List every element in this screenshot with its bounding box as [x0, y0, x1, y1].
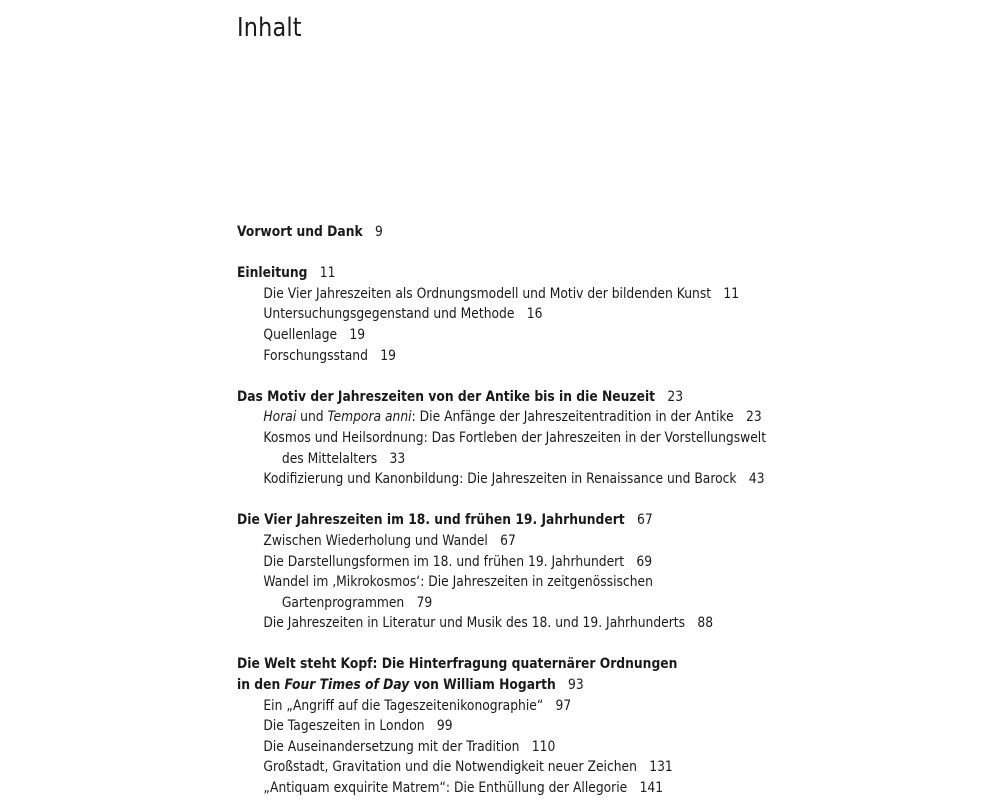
toc-page-number: 88	[697, 615, 714, 632]
toc-entry	[237, 325, 730, 346]
toc-page-number: 23	[745, 409, 762, 426]
toc-page-number: 69	[636, 553, 653, 570]
toc-entry	[237, 428, 767, 449]
toc-entry-label: Zwischen Wiederholung und Wandel	[263, 532, 488, 549]
toc-entry	[237, 737, 730, 758]
toc-entry-continuation	[237, 593, 730, 614]
toc-entry	[237, 716, 730, 737]
toc-chapter-italic: Four Times of Day	[284, 677, 410, 694]
toc-entry-label: Gartenprogrammen	[281, 594, 405, 611]
toc-page-number: 67	[636, 512, 653, 529]
toc-page-number: 93	[568, 677, 584, 694]
toc-entry	[237, 757, 730, 778]
toc-page-number: 99	[436, 718, 453, 735]
toc-chapter-label: Vorwort und Dank	[237, 224, 363, 240]
toc-chapter-label: Die Welt steht Kopf: Die Hinterfragung quaternärer Ordnungen	[237, 656, 678, 673]
toc-page-number: 9	[374, 224, 383, 240]
toc-page-number: 131	[649, 759, 673, 776]
toc-chapter-label: Das Motiv der Jahreszeiten von der Antike bis in die Neuzeit	[237, 388, 656, 405]
toc-page-number: 19	[349, 326, 366, 343]
toc-page-number: 110	[531, 738, 556, 755]
toc-entry-label: Ein „Angriff auf die Tageszeitenikonographie“	[263, 697, 544, 714]
toc-entry-label: Großstadt, Gravitation und die Notwendigkeit neuer Zeichen	[263, 759, 637, 776]
toc-page-number: 97	[555, 697, 572, 714]
toc-entry	[237, 284, 740, 305]
toc-entry	[237, 696, 730, 717]
table-of-contents	[237, 222, 797, 799]
toc-entry	[237, 613, 730, 634]
toc-entry-label: des Mittelalters	[281, 450, 378, 467]
toc-entry-italic: Tempora anni	[327, 409, 412, 426]
toc-page-number: 19	[380, 347, 396, 364]
toc-entry	[237, 552, 730, 573]
toc-page-number: 79	[416, 594, 433, 611]
toc-page-number: 23	[667, 388, 684, 405]
toc-chapter-motiv	[237, 387, 730, 408]
toc-page-number: 141	[639, 780, 664, 797]
toc-entry	[237, 304, 730, 325]
toc-page-number: 67	[500, 532, 516, 549]
toc-chapter-text: von William Hogarth	[413, 677, 556, 694]
toc-chapter-welt-continuation	[237, 675, 730, 696]
toc-page-number: 11	[319, 265, 336, 282]
toc-entry-label: Wandel im ‚Mikrokosmos‘: Die Jahreszeiten in zeitgenössischen	[263, 574, 653, 591]
toc-entry	[237, 469, 765, 490]
toc-page-number: 11	[723, 285, 740, 302]
toc-entry-label: Kodifizierung und Kanonbildung: Die Jahreszeiten in Renaissance und Barock	[263, 471, 737, 488]
toc-entry-label: Die Jahreszeiten in Literatur und Musik des 18. und 19. Jahrhunderts	[263, 615, 686, 632]
toc-chapter-einleitung	[237, 263, 730, 284]
toc-entry	[237, 531, 730, 552]
toc-chapter-vorwort	[237, 222, 730, 243]
toc-entry-label: Untersuchungsgegenstand und Methode	[263, 306, 515, 323]
toc-entry-label: Kosmos und Heilsordnung: Das Fortleben der Jahreszeiten in der Vorstellungswelt	[263, 429, 767, 446]
toc-chapter-label: Die Vier Jahreszeiten im 18. und frühen 19. Jahrhundert	[237, 512, 625, 529]
toc-entry-label: Forschungsstand	[263, 347, 368, 364]
toc-entry-label: Die Tageszeiten in London	[263, 718, 425, 735]
toc-chapter-welt-steht-kopf	[237, 654, 730, 675]
toc-chapter-label: Einleitung	[237, 265, 308, 282]
toc-entry	[237, 346, 730, 367]
toc-entry-text: : Die Anfänge der Jahreszeitentradition in der Antike	[411, 409, 734, 426]
toc-chapter-vier-jahreszeiten	[237, 510, 730, 531]
toc-entry-label: „Antiquam exquirite Matrem“: Die Enthüllung der Allegorie	[263, 780, 628, 797]
toc-page-number: 16	[526, 306, 543, 323]
toc-entry-text: und	[300, 409, 324, 426]
toc-entry	[237, 778, 730, 799]
toc-page-number: 33	[389, 450, 406, 467]
toc-entry-label: Die Darstellungsformen im 18. und frühen 19. Jahrhundert	[263, 553, 625, 570]
toc-entry-label: Die Auseinandersetzung mit der Tradition	[263, 738, 520, 755]
page-title: Inhalt	[237, 13, 302, 44]
toc-page-number: 43	[748, 471, 765, 488]
toc-entry-label: Die Vier Jahreszeiten als Ordnungsmodell und Motiv der bildenden Kunst	[263, 285, 712, 302]
toc-entry-label: Quellenlage	[263, 326, 338, 343]
toc-entry	[237, 572, 730, 593]
toc-entry	[237, 407, 762, 428]
toc-entry-italic: Horai	[263, 409, 297, 426]
toc-chapter-text: in den	[237, 677, 281, 694]
toc-entry-continuation	[237, 449, 730, 470]
